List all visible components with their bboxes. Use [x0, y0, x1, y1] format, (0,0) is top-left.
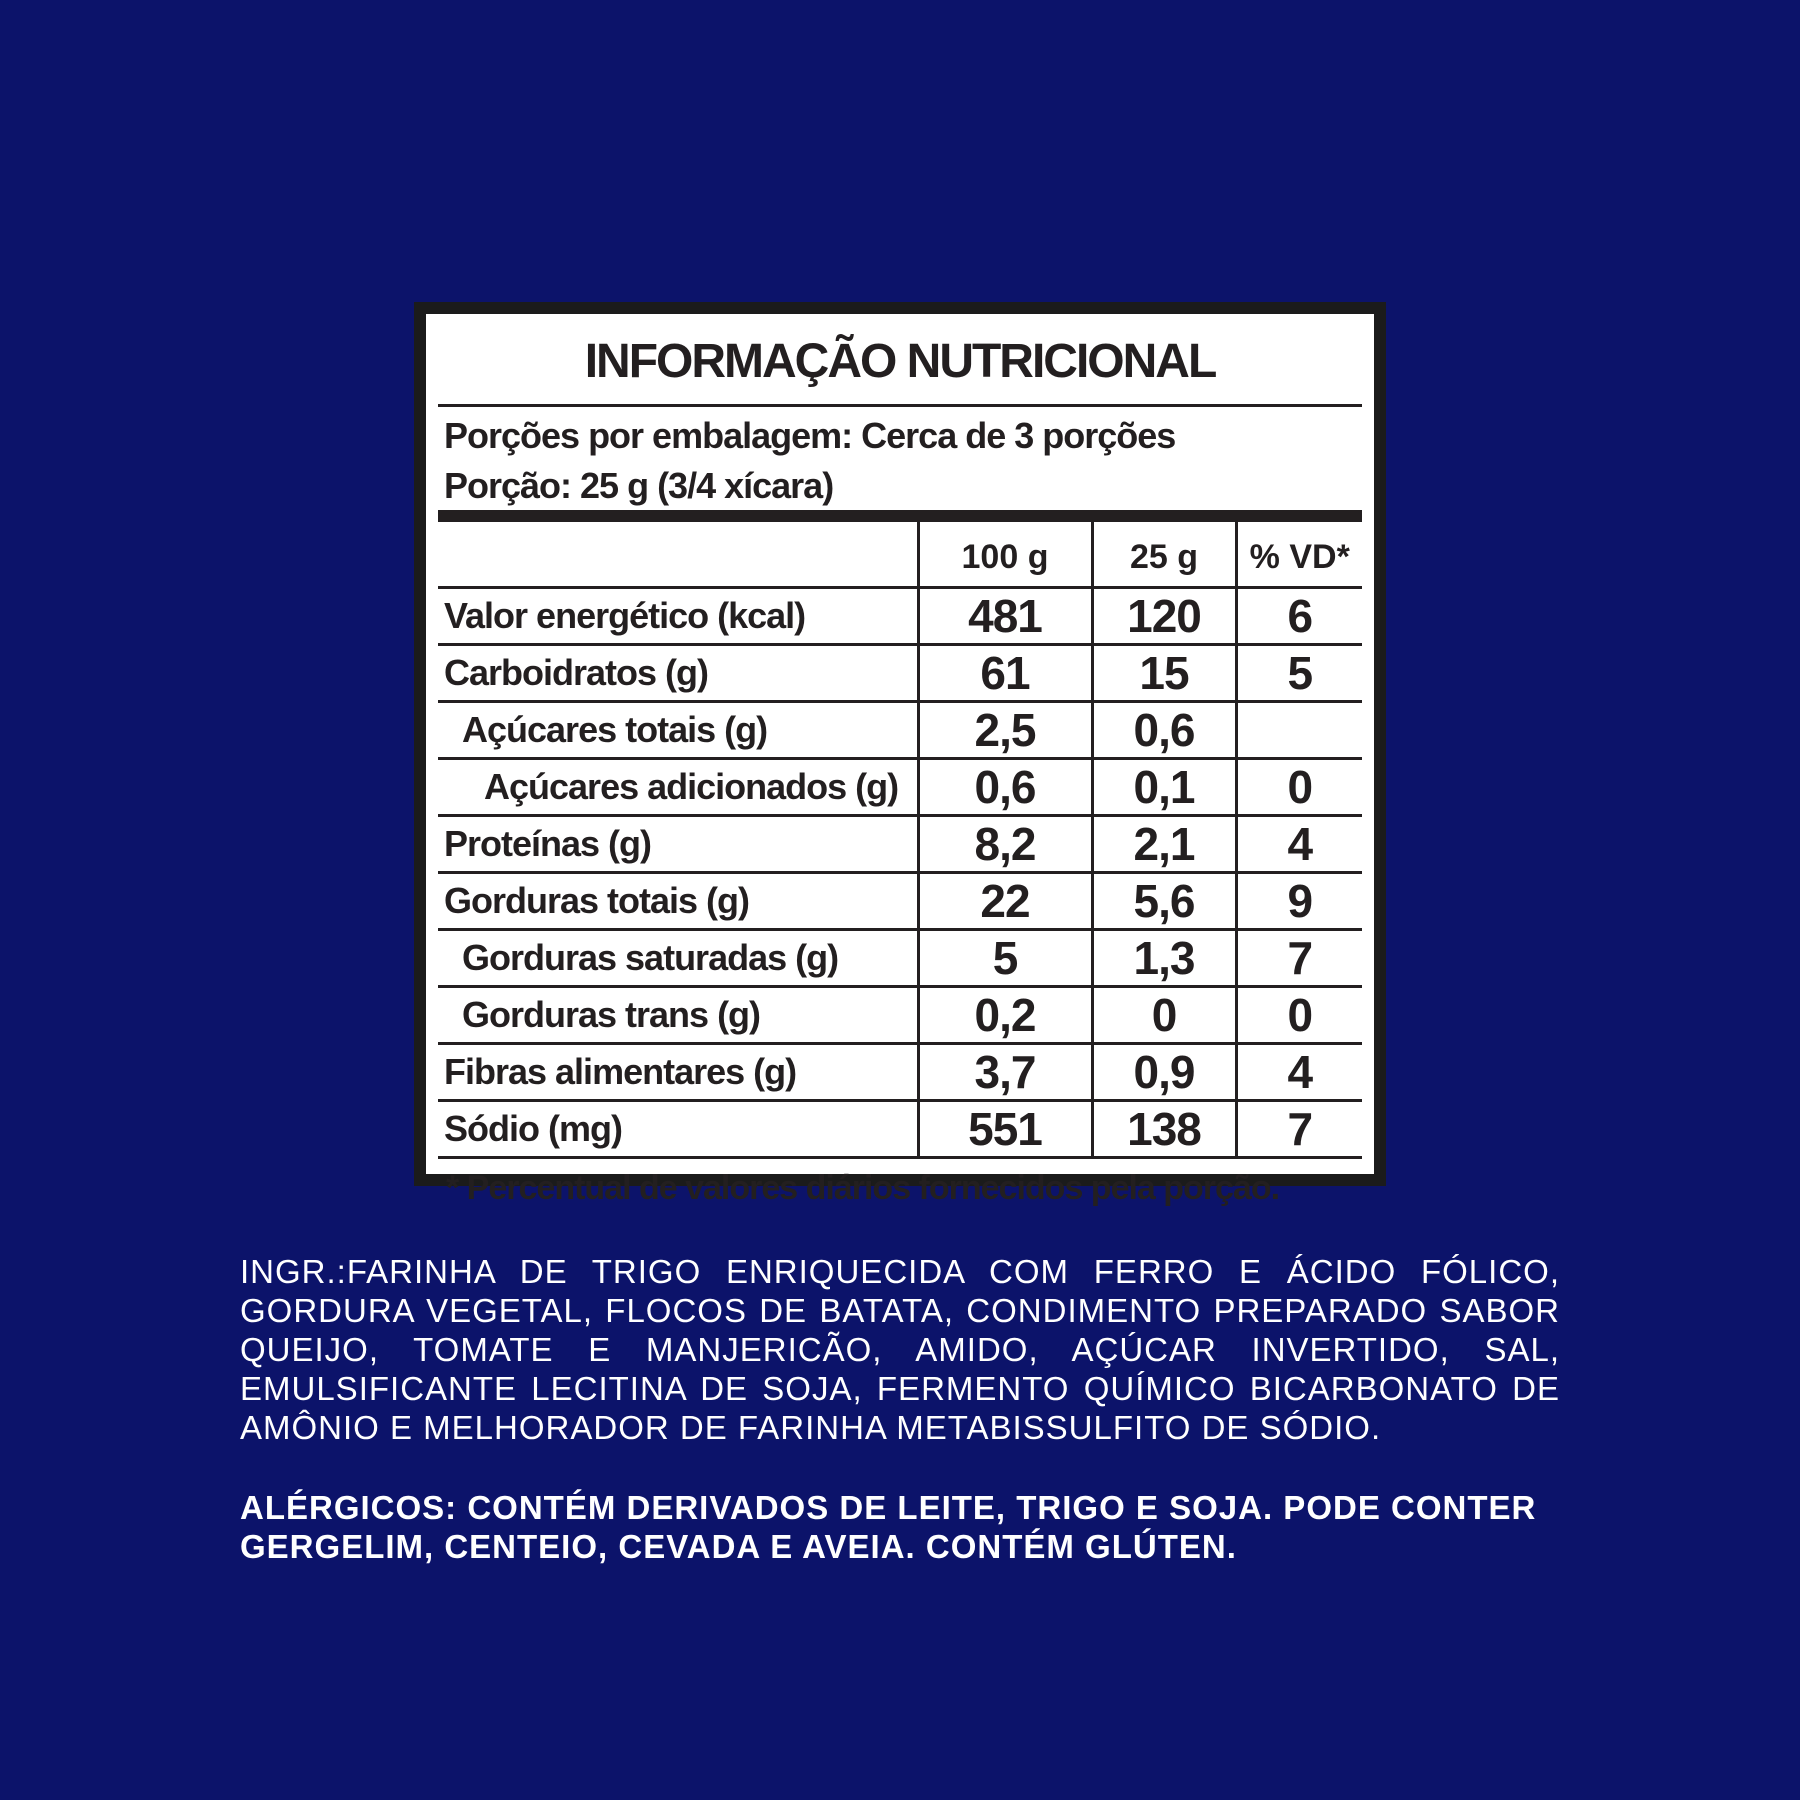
column-header-100g: 100 g [918, 522, 1092, 588]
daily-value-percent: 4 [1236, 816, 1362, 873]
per-serving-value: 0,1 [1092, 759, 1236, 816]
table-row [438, 702, 1362, 759]
table-row [438, 645, 1362, 702]
table-row [438, 588, 1362, 645]
per-100g-value: 8,2 [918, 816, 1092, 873]
per-serving-value: 138 [1092, 1101, 1236, 1157]
per-100g-value: 3,7 [918, 1044, 1092, 1101]
nutrient-label: Gorduras saturadas (g) [438, 930, 918, 987]
daily-value-percent: 4 [1236, 1044, 1362, 1101]
table-header-row [438, 522, 1362, 588]
nutrient-label: Sódio (mg) [438, 1101, 918, 1157]
nutrient-label: Fibras alimentares (g) [438, 1044, 918, 1101]
table-row [438, 873, 1362, 930]
per-serving-value: 15 [1092, 645, 1236, 702]
nutrient-label: Gorduras totais (g) [438, 873, 918, 930]
daily-value-percent: 5 [1236, 645, 1362, 702]
nutrient-label: Açúcares adicionados (g) [438, 759, 918, 816]
nutrient-label: Carboidratos (g) [438, 645, 918, 702]
nutrition-table [438, 522, 1362, 1156]
nutrition-facts-panel [414, 302, 1386, 1207]
ingredients-text: INGR.:FARINHA DE TRIGO ENRIQUECIDA COM FERRO E ÁCIDO FÓLICO, GORDURA VEGETAL, FLOCOS DE BATATA, CONDIMENTO PREPARADO SABOR QUEIJO, TOMATE E MANJERICÃO, AMIDO, AÇÚCAR INVERTIDO, SAL, EMULSIFICANTE LECITINA DE SOJA, FERMENTO QUÍMICO BICARBONATO DE AMÔNIO E MELHORADOR DE FARINHA METABISSULFITO DE SÓDIO. [240, 1253, 1560, 1446]
daily-value-percent: 9 [1236, 873, 1362, 930]
per-serving-value: 0,9 [1092, 1044, 1236, 1101]
nutrient-label: Gorduras trans (g) [438, 987, 918, 1044]
per-serving-value: 120 [1092, 588, 1236, 645]
table-row [438, 930, 1362, 987]
daily-value-percent [1236, 702, 1362, 759]
per-100g-value: 0,6 [918, 759, 1092, 816]
table-row [438, 987, 1362, 1044]
thick-divider [438, 510, 1362, 522]
daily-value-percent: 7 [1236, 930, 1362, 987]
allergens-text: ALÉRGICOS: CONTÉM DERIVADOS DE LEITE, TRIGO E SOJA. PODE CONTER GERGELIM, CENTEIO, CEVADA E AVEIA. CONTÉM GLÚTEN. [240, 1489, 1537, 1565]
per-100g-value: 5 [918, 930, 1092, 987]
header-blank-cell [438, 522, 918, 588]
serving-info [438, 407, 1362, 510]
per-100g-value: 0,2 [918, 987, 1092, 1044]
column-header-25g: 25 g [1092, 522, 1236, 588]
per-100g-value: 61 [918, 645, 1092, 702]
servings-per-package: Porções por embalagem: Cerca de 3 porções [444, 415, 1176, 456]
serving-size: Porção: 25 g (3/4 xícara) [444, 465, 834, 506]
per-serving-value: 0 [1092, 987, 1236, 1044]
column-header-vd: % VD* [1236, 522, 1362, 588]
daily-value-percent: 0 [1236, 759, 1362, 816]
per-100g-value: 481 [918, 588, 1092, 645]
per-100g-value: 22 [918, 873, 1092, 930]
daily-value-percent: 6 [1236, 588, 1362, 645]
per-serving-value: 2,1 [1092, 816, 1236, 873]
per-serving-value: 5,6 [1092, 873, 1236, 930]
table-row [438, 1044, 1362, 1101]
per-100g-value: 551 [918, 1101, 1092, 1157]
table-row [438, 1101, 1362, 1157]
per-serving-value: 0,6 [1092, 702, 1236, 759]
per-100g-value: 2,5 [918, 702, 1092, 759]
daily-value-percent: 0 [1236, 987, 1362, 1044]
nutrition-title: INFORMAÇÃO NUTRICIONAL [438, 314, 1362, 407]
per-serving-value: 1,3 [1092, 930, 1236, 987]
table-row [438, 816, 1362, 873]
nutrition-footnote: * Percentual de valores diários fornecidos pela porção. [438, 1156, 1362, 1208]
table-row [438, 759, 1362, 816]
nutrient-label: Proteínas (g) [438, 816, 918, 873]
nutrient-label: Açúcares totais (g) [438, 702, 918, 759]
daily-value-percent: 7 [1236, 1101, 1362, 1157]
nutrient-label: Valor energético (kcal) [438, 588, 918, 645]
